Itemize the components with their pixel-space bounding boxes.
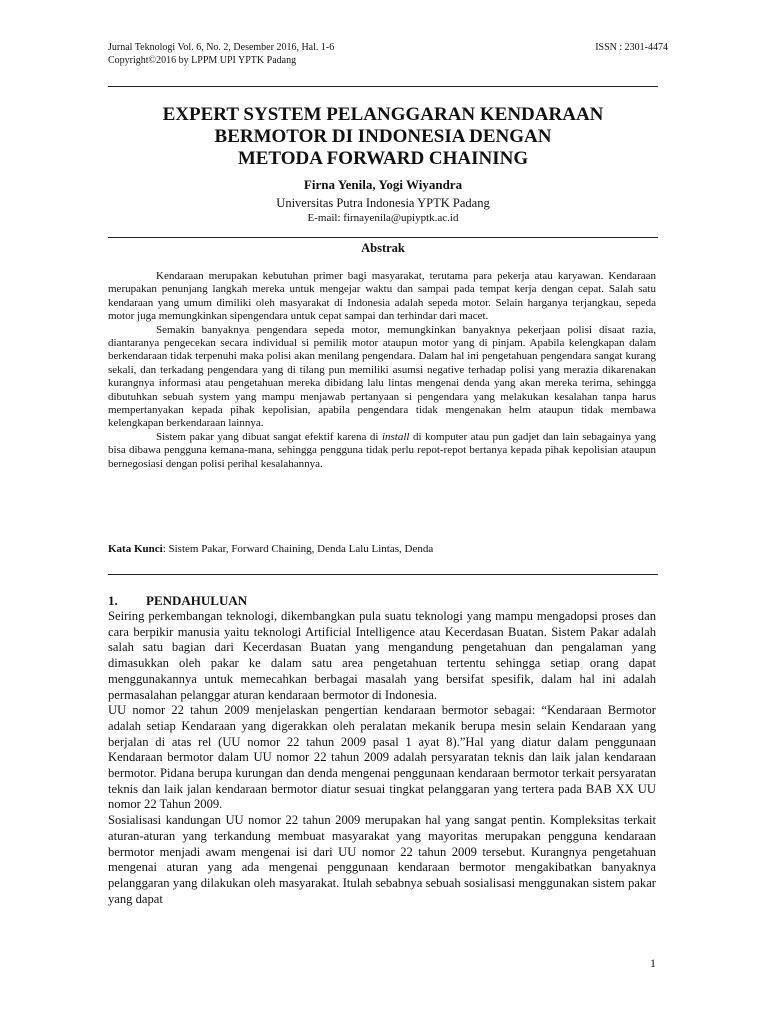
- abstract-text: di komputer atau pun gadjet dan lain sebagainya yang bisa dibawa pengguna kemana-mana, sehingga pengguna tidak perlu repot-repot bertanya kepada pihak kepolisian ataupun bernegosiasi dengan polisi perihal kesalahannya.: [108, 430, 656, 470]
- keywords-list: : Sistem Pakar, Forward Chaining, Denda Lalu Lintas, Denda: [162, 543, 434, 555]
- keywords-label: Kata Kunci: [108, 543, 163, 555]
- abstract-paragraph: [108, 431, 656, 471]
- keywords: [108, 542, 656, 556]
- paper-title: [108, 104, 658, 170]
- title-line: EXPERT SYSTEM PELANGGARAN KENDARAAN: [162, 104, 604, 125]
- abstract-bottom-rule: [108, 574, 658, 575]
- section-number: 1.: [108, 593, 118, 608]
- title-line: BERMOTOR DI INDONESIA DENGAN: [214, 126, 552, 147]
- body-paragraph: UU nomor 22 tahun 2009 menjelaskan pengertian kendaraan bermotor sebagai: “Kendaraan Bermotor adalah setiap Kendaraan yang digerakkan oleh peralatan mekanik berupa mesin selain Kendaraan yang berjalan di atas rel (UU nomor 22 tahun 2009 pasal 1 ayat 8).”Hal yang diatur dalam penggunaan Kendaraan bermotor dalam UU nomor 22 tahun 2009 adalah persyaratan teknis dan laik jalan kendaraan bermotor. Pidana berupa kurungan dan denda mengenai penggunaan kendaraan bermotor terkait persyaratan teknis dan laik jalan kendaraan bermotor diatur sesuai tingkat pelanggaran yang tertera pada BAB XX UU nomor 22 Tahun 2009.: [108, 703, 656, 812]
- journal-citation: Jurnal Teknologi Vol. 6, No. 2, Desember 2016, Hal. 1-6: [108, 42, 335, 53]
- page-number: 1: [650, 956, 656, 970]
- abstract-top-rule: [108, 237, 658, 238]
- running-header: [108, 42, 668, 67]
- section-body: [108, 609, 656, 907]
- title-line: METODA FORWARD CHAINING: [237, 148, 529, 169]
- section-title: PENDAHULUAN: [146, 593, 248, 608]
- abstract-heading: Abstrak: [361, 241, 405, 255]
- abstract-text: Sistem pakar yang dibuat sangat efektif karena di: [156, 430, 382, 443]
- authors: Firna Yenila, Yogi Wiyandra: [303, 177, 463, 192]
- abstract-italic-term: install: [381, 430, 410, 443]
- abstract-paragraph: Kendaraan merupakan kebutuhan primer bagi masyarakat, terutama para pekerja atau karyawan. Kendaraan merupakan penunjang langkah mereka untuk mengejar waktu dan sampai pada tempat kerja dengan cepat. Salah satu kendaraan yang umum dimiliki oleh masyarakat di Indonesia adalah sepeda motor. Selain harganya terjangkau, sepeda motor juga memungkinkan sipengendara untuk cepat sampai dan terhindar dari macet.: [108, 270, 656, 323]
- abstract-body: [108, 270, 656, 471]
- author-email: E-mail: firnayenila@upiyptk.ac.id: [307, 212, 459, 224]
- affiliation: Universitas Putra Indonesia YPTK Padang: [276, 196, 490, 210]
- body-paragraph: Seiring perkembangan teknologi, dikembangkan pula suatu teknologi yang mampu mengadopsi proses dan cara berpikir manusia yaitu teknologi Artificial Intelligence atau Kecerdasan Buatan. Sistem Pakar adalah salah satu bagian dari Kecerdasan Buatan yang mengandung pengetahuan dan pengalaman yang dimasukkan oleh pakar ke dalam satu area pengetahuan tertentu sehingga setiap orang dapat menggunakannya untuk memecahkan berbagai masalah yang bersifat spesifik, dalam hal ini adalah permasalahan pelanggar aturan kendaraan bermotor di Indonesia.: [108, 609, 656, 702]
- abstract-paragraph: Semakin banyaknya pengendara sepeda motor, memungkinkan banyaknya pekerjaan polisi disaat razia, diantaranya pengecekan secara individual si pemilik motor ataupun motor yang di pinjam. Apabila kelengkapan dalam berkendaraan tidak terpenuhi maka polisi akan menilang pengendara. Dalam hal ini pengetahuan pengendara sangat kurang sekali, dan terkadang pengendara yang di tilang pun memiliki asumsi negative terhadap polisi yang merazia dikarenakan kurangnya informasi atau pengetahuan mereka dibidang lalu lintas mengenai denda yang akan mereka terima, sehingga dibutuhkan sebuah system yang mampu menjawab pertanyaan si pengendara yang melakukan kesalahan tanpa harus mempertanyakan kepada pihak kepolisian, apabila pengendara tidak mengenakan helm ataupun tidak membawa kelengkapan berkendaraan lainnya.: [108, 323, 656, 430]
- body-paragraph: Sosialisasi kandungan UU nomor 22 tahun 2009 merupakan hal yang sangat pentin. Kompleksitas terkait aturan-aturan yang terkandung membuat masyarakat yang mayoritas merupakan pengguna kendaraan bermotor menjadi awam mengenai isi dari UU nomor 22 tahun 2009 tersebut. Kurangnya pengetahuan mengenai aturan yang ada mengenai penggunaan kendaraan bermotor mengakibatkan banyaknya pelanggaran yang dilakukan oleh masyarakat. Itulah sebabnya sebuah sosialisasi menggunakan sistem pakar yang dapat: [108, 813, 656, 906]
- section-heading: [108, 593, 658, 609]
- issn: ISSN : 2301-4474: [595, 42, 668, 53]
- header-rule: [108, 86, 658, 87]
- copyright-line: Copyright©2016 by LPPM UPI YPTK Padang: [108, 54, 297, 66]
